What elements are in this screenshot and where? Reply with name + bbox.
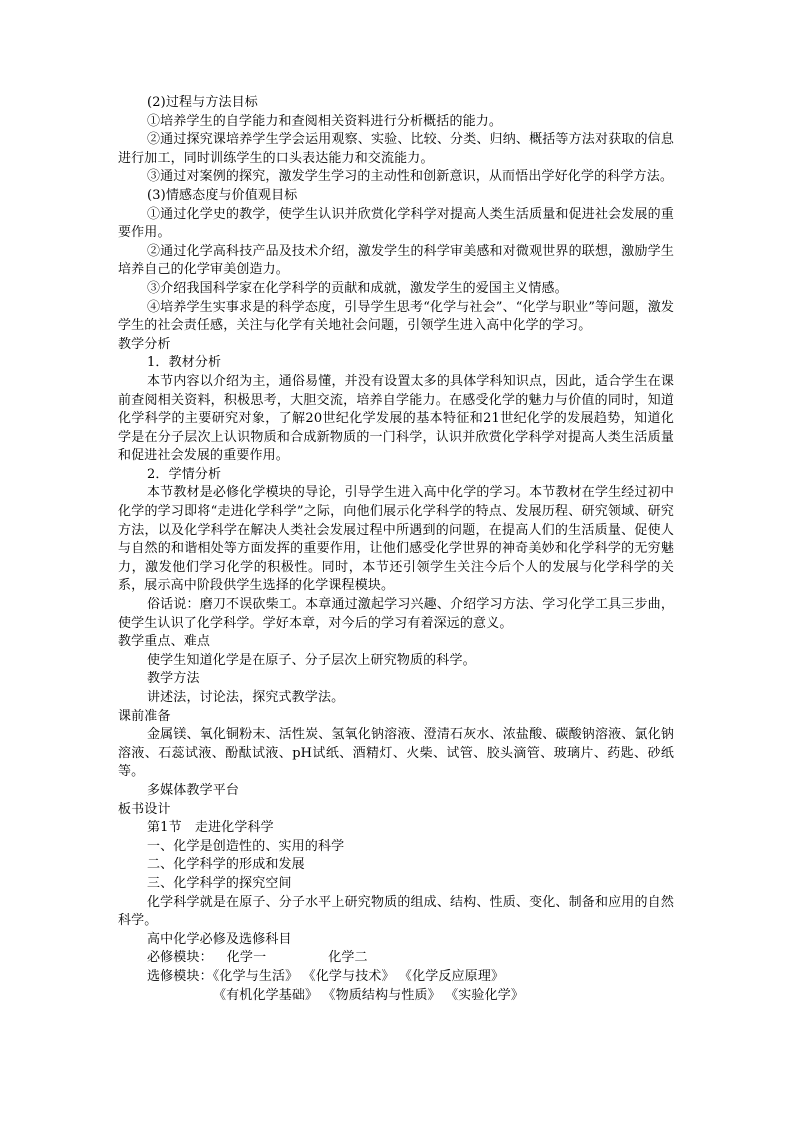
emotion-goal-3: ③介绍我国科学家在化学科学的贡献和成就，激发学生的爱国主义情感。 (147, 280, 568, 296)
teaching-platform: 多媒体教学平台 (147, 782, 240, 798)
methods-heading: 教学方法 (147, 671, 200, 687)
proverb-paragraph: 俗话说：磨刀不误砍柴工。本章通过激起学习兴趣、介绍学习方法、学习化学工具三步曲，使学生认识了化学科学。学好本章，对今后的学习有着深远的意义。 (118, 597, 674, 631)
process-goals-heading: (2)过程与方法目标 (147, 95, 258, 110)
textbook-analysis-heading: 1．教材分析 (147, 355, 222, 371)
required-modules-label: 必修模块： (147, 950, 213, 966)
emotion-goals-heading: (3)情感态度与价值观目标 (147, 187, 298, 203)
required-modules-row (118, 949, 674, 968)
required-module-2: 化学二 (328, 950, 368, 966)
process-goal-3: ③通过对案例的探究，激发学生学习的主动性和创新意识，从而悟出学好化学的科学方法。 (147, 169, 674, 185)
chemistry-definition: 化学科学就是在原子、分子水平上研究物质的组成、结构、性质、变化、制备和应用的自然科学。 (118, 894, 674, 929)
analysis-heading: 教学分析 (118, 336, 171, 352)
subjects-title: 高中化学必修及选修科目 (147, 931, 292, 947)
emotion-goal-1: ①通过化学史的教学，使学生认识并欣赏化学科学对提高人类生活质量和促进社会发展的重要作用。 (118, 206, 674, 241)
elective-modules-row (118, 968, 674, 987)
student-analysis-text: 本节教材是必修化学模块的导论，引导学生进入高中化学的学习。本节教材在学生经过初中化学的学习即将“走进化学科学”之际，向他们展示化学科学的特点、发展历程、研究领域、研究方法，以及化学科学在解决人类社会发展过程中所遇到的问题，在提高人们的生活质量、促使人与自然的和谐相处等方面发挥的重要作用，让他们感受化学世界的神奇美妙和化学科学的无穷魅力，激发他们学习化学的积极性。同时，本节还引领学生关注今后个人的发展与化学科学的关系，展示高中阶段供学生选择的化学课程模块。 (118, 485, 674, 594)
key-points-text: 使学生知道化学是在原子、分子层次上研究物质的科学。 (147, 652, 476, 668)
textbook-analysis-text: 本节内容以介绍为主，通俗易懂，并没有设置太多的具体学科知识点，因此，适合学生在课前查阅相关资料，积极思考，大胆交流，培养自学能力。在感受化学的魅力与价值的同时，知道化学科学的主要研究对象，了解20世纪化学发展的基本特征和21世纪化学的发展趋势，知道化学是在分子层次上认识物质和合成新物质的一门科学，认识并欣赏化学科学对提高人类生活质量和促进社会发展的重要作用。 (118, 373, 674, 464)
preparation-materials: 金属镁、氧化铜粉末、活性炭、氢氧化钠溶液、澄清石灰水、浓盐酸、碳酸钠溶液、氯化钠溶液、石蕊试液、酚酞试液、pH试纸、酒精灯、火柴、试管、胶头滴管、玻璃片、药匙、砂纸等。 (118, 727, 674, 780)
elective-modules-line-2: 《有机化学基础》 《物质结构与性质》 《实验化学》 (213, 987, 525, 1003)
process-goal-2: ②通过探究课培养学生学会运用观察、实验、比较、分类、归纳、概括等方法对获取的信息进行加工，同时训练学生的口头表达能力和交流能力。 (118, 132, 674, 166)
document-page (118, 94, 674, 1005)
board-section-title: 第1节 走进化学科学 (147, 820, 274, 836)
emotion-goal-4: ④培养学生实事求是的科学态度，引导学生思考“化学与社会”、“化学与职业”等问题，激发学生的社会责任感，关注与化学有关地社会问题，引领学生进入高中化学的学习。 (118, 299, 674, 334)
elective-modules-line-1: 《化学与生活》 《化学与技术》 《化学反应原理》 (212, 968, 505, 984)
board-item-3: 三、化学科学的探究空间 (147, 875, 292, 891)
emotion-goal-2: ②通过化学高科技产品及技术介绍，激发学生的科学审美感和对微观世界的联想，激励学生培养自己的化学审美创造力。 (118, 243, 674, 278)
methods-text: 讲述法，讨论法，探究式教学法。 (147, 690, 345, 705)
preparation-heading: 课前准备 (118, 708, 171, 724)
board-item-2: 二、化学科学的形成和发展 (147, 857, 305, 873)
board-item-1: 一、化学是创造性的、实用的科学 (147, 838, 345, 854)
board-design-heading: 板书设计 (118, 801, 171, 817)
elective-modules-label: 选修模块： (147, 968, 213, 984)
process-goal-1: ①培养学生的自学能力和查阅相关资料进行分析概括的能力。 (147, 113, 503, 129)
student-analysis-heading: 2．学情分析 (147, 466, 222, 482)
required-module-1: 化学一 (226, 950, 267, 966)
key-points-heading: 教学重点、难点 (118, 634, 211, 650)
